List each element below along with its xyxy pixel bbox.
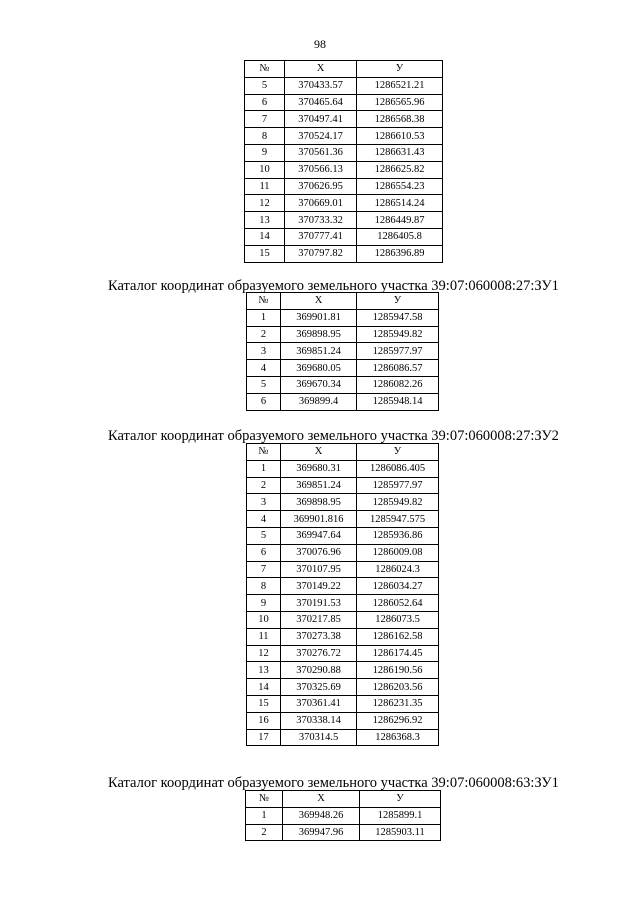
cell-x-coordinate: 369947.96 (283, 824, 360, 841)
cell-point-number: 4 (247, 511, 281, 528)
cell-x-coordinate: 370273.38 (281, 628, 357, 645)
cell-x-coordinate: 369680.05 (281, 360, 357, 377)
cell-point-number: 4 (247, 360, 281, 377)
table-row (245, 94, 443, 111)
cell-x-coordinate: 370314.5 (281, 729, 357, 746)
cell-point-number: 2 (246, 824, 283, 841)
cell-point-number: 9 (245, 144, 285, 161)
cell-x-coordinate: 369898.95 (281, 494, 357, 511)
table-row (245, 77, 443, 94)
cell-y-coordinate: 1286052.64 (357, 595, 439, 612)
cell-point-number: 13 (245, 212, 285, 229)
cell-y-coordinate: 1285947.575 (357, 511, 439, 528)
table-row (247, 595, 439, 612)
cell-x-coordinate: 369680.31 (281, 460, 357, 477)
header-y-coordinate: У (357, 444, 439, 461)
table-row (247, 695, 439, 712)
table-row (245, 161, 443, 178)
cell-point-number: 14 (247, 679, 281, 696)
cell-point-number: 9 (247, 595, 281, 612)
coordinates-table-27-zu1 (246, 292, 439, 411)
cell-y-coordinate: 1286565.96 (357, 94, 443, 111)
cell-x-coordinate: 369851.24 (281, 477, 357, 494)
table-row (247, 729, 439, 746)
cell-point-number: 8 (247, 578, 281, 595)
table-row (247, 376, 439, 393)
cell-x-coordinate: 370561.36 (285, 144, 357, 161)
table-row (245, 245, 443, 262)
cell-x-coordinate: 370325.69 (281, 679, 357, 696)
cell-x-coordinate: 370361.41 (281, 695, 357, 712)
cell-x-coordinate: 370217.85 (281, 611, 357, 628)
header-y-coordinate: У (360, 791, 441, 808)
cell-x-coordinate: 370797.82 (285, 245, 357, 262)
header-x-coordinate: X (281, 444, 357, 461)
coordinates-table-continued (244, 60, 443, 263)
cell-x-coordinate: 369901.81 (281, 309, 357, 326)
cell-point-number: 1 (246, 807, 283, 824)
cell-x-coordinate: 370497.41 (285, 111, 357, 128)
cell-y-coordinate: 1285949.82 (357, 326, 439, 343)
cell-point-number: 2 (247, 326, 281, 343)
header-y-coordinate: У (357, 61, 443, 78)
table-row (245, 144, 443, 161)
cell-x-coordinate: 369901.816 (281, 511, 357, 528)
cell-y-coordinate: 1286086.405 (357, 460, 439, 477)
cell-point-number: 14 (245, 228, 285, 245)
table-header-row (245, 61, 443, 78)
cell-point-number: 3 (247, 343, 281, 360)
table-row (245, 212, 443, 229)
header-point-number: № (247, 444, 281, 461)
cell-x-coordinate: 370626.95 (285, 178, 357, 195)
cell-y-coordinate: 1286162.58 (357, 628, 439, 645)
cell-x-coordinate: 370669.01 (285, 195, 357, 212)
cell-point-number: 3 (247, 494, 281, 511)
table-row (247, 309, 439, 326)
cell-point-number: 16 (247, 712, 281, 729)
cell-y-coordinate: 1285977.97 (357, 343, 439, 360)
cell-y-coordinate: 1286521.21 (357, 77, 443, 94)
cell-x-coordinate: 370290.88 (281, 662, 357, 679)
table-row (247, 645, 439, 662)
cell-point-number: 11 (247, 628, 281, 645)
header-x-coordinate: X (285, 61, 357, 78)
cell-y-coordinate: 1286514.24 (357, 195, 443, 212)
table-row (246, 807, 441, 824)
cell-point-number: 10 (245, 161, 285, 178)
header-y-coordinate: У (357, 293, 439, 310)
cell-y-coordinate: 1286009.08 (357, 544, 439, 561)
cell-y-coordinate: 1286174.45 (357, 645, 439, 662)
cell-x-coordinate: 370465.64 (285, 94, 357, 111)
table-row (246, 824, 441, 841)
table-row (247, 611, 439, 628)
cell-point-number: 5 (247, 527, 281, 544)
cell-y-coordinate: 1286203.56 (357, 679, 439, 696)
table-row (247, 561, 439, 578)
cell-point-number: 10 (247, 611, 281, 628)
cell-x-coordinate: 370566.13 (285, 161, 357, 178)
table-header-row (247, 444, 439, 461)
header-point-number: № (247, 293, 281, 310)
table-row (245, 111, 443, 128)
cell-point-number: 6 (245, 94, 285, 111)
cell-point-number: 5 (247, 376, 281, 393)
cell-y-coordinate: 1286631.43 (357, 144, 443, 161)
cell-point-number: 15 (247, 695, 281, 712)
table-row (245, 128, 443, 145)
cell-x-coordinate: 369899.4 (281, 393, 357, 410)
cell-y-coordinate: 1285903.11 (360, 824, 441, 841)
cell-point-number: 7 (247, 561, 281, 578)
cell-x-coordinate: 370107.95 (281, 561, 357, 578)
coordinates-table-63-zu1 (245, 790, 441, 841)
cell-y-coordinate: 1286296.92 (357, 712, 439, 729)
table-row (247, 712, 439, 729)
cell-x-coordinate: 369947.64 (281, 527, 357, 544)
cell-point-number: 7 (245, 111, 285, 128)
table-row (247, 343, 439, 360)
cell-y-coordinate: 1286554.23 (357, 178, 443, 195)
page-number: 98 (314, 37, 326, 51)
cell-x-coordinate: 369851.24 (281, 343, 357, 360)
table-row (247, 326, 439, 343)
coordinates-table-27-zu2 (246, 443, 439, 746)
cell-y-coordinate: 1285947.58 (357, 309, 439, 326)
table-row (247, 511, 439, 528)
table-row (247, 628, 439, 645)
cell-x-coordinate: 370076.96 (281, 544, 357, 561)
cell-x-coordinate: 369948.26 (283, 807, 360, 824)
cell-x-coordinate: 370276.72 (281, 645, 357, 662)
table-row (247, 460, 439, 477)
cell-point-number: 1 (247, 460, 281, 477)
cell-y-coordinate: 1286449.87 (357, 212, 443, 229)
cell-y-coordinate: 1285949.82 (357, 494, 439, 511)
cell-x-coordinate: 370524.17 (285, 128, 357, 145)
table-row (247, 527, 439, 544)
cell-x-coordinate: 370733.32 (285, 212, 357, 229)
cell-y-coordinate: 1285899.1 (360, 807, 441, 824)
cell-x-coordinate: 370433.57 (285, 77, 357, 94)
table-row (247, 544, 439, 561)
cell-y-coordinate: 1285977.97 (357, 477, 439, 494)
cell-point-number: 12 (247, 645, 281, 662)
cell-y-coordinate: 1286024.3 (357, 561, 439, 578)
cell-x-coordinate: 370777.41 (285, 228, 357, 245)
table-row (247, 578, 439, 595)
cell-point-number: 1 (247, 309, 281, 326)
cell-point-number: 15 (245, 245, 285, 262)
cell-y-coordinate: 1286396.89 (357, 245, 443, 262)
table-row (247, 477, 439, 494)
cell-x-coordinate: 369670.34 (281, 376, 357, 393)
table-header-row (247, 293, 439, 310)
cell-x-coordinate: 370338.14 (281, 712, 357, 729)
cell-point-number: 6 (247, 393, 281, 410)
catalog-caption-63-zu1: Каталог координат образуемого земельного участка 39:07:060008:63:ЗУ1 (108, 775, 559, 791)
cell-y-coordinate: 1286610.53 (357, 128, 443, 145)
cell-y-coordinate: 1286190.56 (357, 662, 439, 679)
header-x-coordinate: X (283, 791, 360, 808)
cell-point-number: 13 (247, 662, 281, 679)
table-row (245, 195, 443, 212)
cell-y-coordinate: 1286625.82 (357, 161, 443, 178)
cell-point-number: 5 (245, 77, 285, 94)
cell-point-number: 6 (247, 544, 281, 561)
cell-x-coordinate: 370191.53 (281, 595, 357, 612)
cell-point-number: 8 (245, 128, 285, 145)
cell-y-coordinate: 1286082.26 (357, 376, 439, 393)
table-row (247, 679, 439, 696)
table-row (245, 178, 443, 195)
cell-y-coordinate: 1286086.57 (357, 360, 439, 377)
cell-point-number: 17 (247, 729, 281, 746)
header-point-number: № (245, 61, 285, 78)
table-row (247, 494, 439, 511)
cell-y-coordinate: 1286231.35 (357, 695, 439, 712)
catalog-caption-27-zu1: Каталог координат образуемого земельного участка 39:07:060008:27:ЗУ1 (108, 278, 559, 294)
cell-y-coordinate: 1285948.14 (357, 393, 439, 410)
table-row (247, 393, 439, 410)
table-row (247, 360, 439, 377)
header-x-coordinate: X (281, 293, 357, 310)
cell-point-number: 11 (245, 178, 285, 195)
cell-y-coordinate: 1286368.3 (357, 729, 439, 746)
header-point-number: № (246, 791, 283, 808)
table-header-row (246, 791, 441, 808)
cell-y-coordinate: 1286405.8 (357, 228, 443, 245)
cell-point-number: 2 (247, 477, 281, 494)
cell-point-number: 12 (245, 195, 285, 212)
cell-x-coordinate: 369898.95 (281, 326, 357, 343)
cell-x-coordinate: 370149.22 (281, 578, 357, 595)
table-row (245, 228, 443, 245)
cell-y-coordinate: 1286568.38 (357, 111, 443, 128)
cell-y-coordinate: 1286034.27 (357, 578, 439, 595)
cell-y-coordinate: 1286073.5 (357, 611, 439, 628)
catalog-caption-27-zu2: Каталог координат образуемого земельного участка 39:07:060008:27:ЗУ2 (108, 428, 559, 444)
cell-y-coordinate: 1285936.86 (357, 527, 439, 544)
table-row (247, 662, 439, 679)
